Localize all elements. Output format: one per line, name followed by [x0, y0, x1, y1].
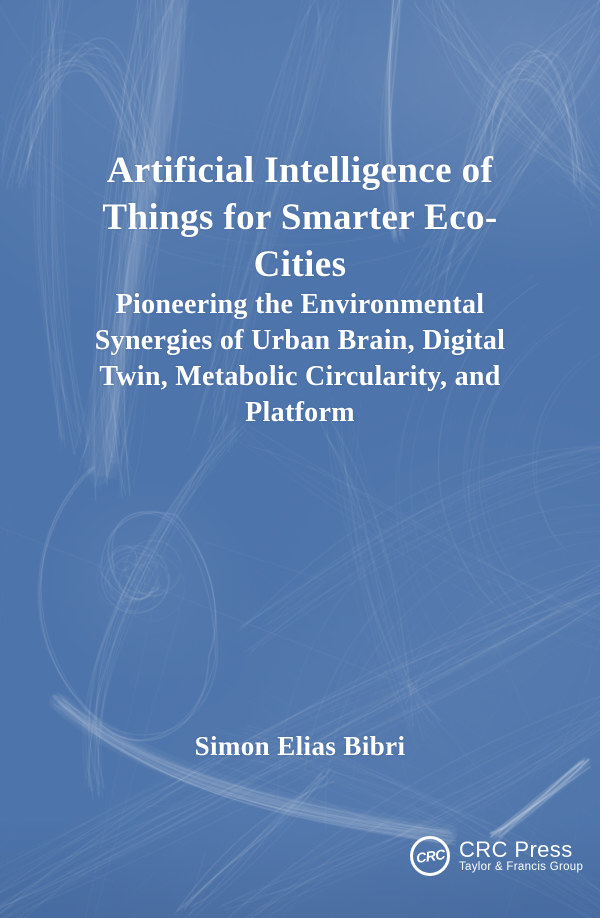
publisher-text: [459, 838, 583, 874]
title-line: Artificial Intelligence of: [106, 150, 494, 191]
author-name: Simon Elias Bibri: [194, 731, 406, 761]
subtitle-line: Pioneering the Environmental: [115, 289, 485, 320]
subtitle-line: Platform: [245, 397, 355, 428]
subtitle-line: Twin, Metabolic Circularity, and: [99, 361, 501, 392]
publisher-logo: [410, 836, 583, 876]
publisher-group: Taylor & Francis Group: [459, 861, 584, 873]
book-subtitle: [0, 287, 600, 431]
crc-logo-icon: [410, 836, 450, 876]
book-title: [0, 147, 600, 288]
publisher-name: CRC Press: [459, 837, 573, 862]
subtitle-line: Synergies of Urban Brain, Digital: [94, 325, 506, 356]
crc-monogram: CRC: [414, 846, 446, 866]
title-line: Cities: [253, 244, 347, 285]
title-line: Things for Smarter Eco-: [102, 197, 498, 238]
